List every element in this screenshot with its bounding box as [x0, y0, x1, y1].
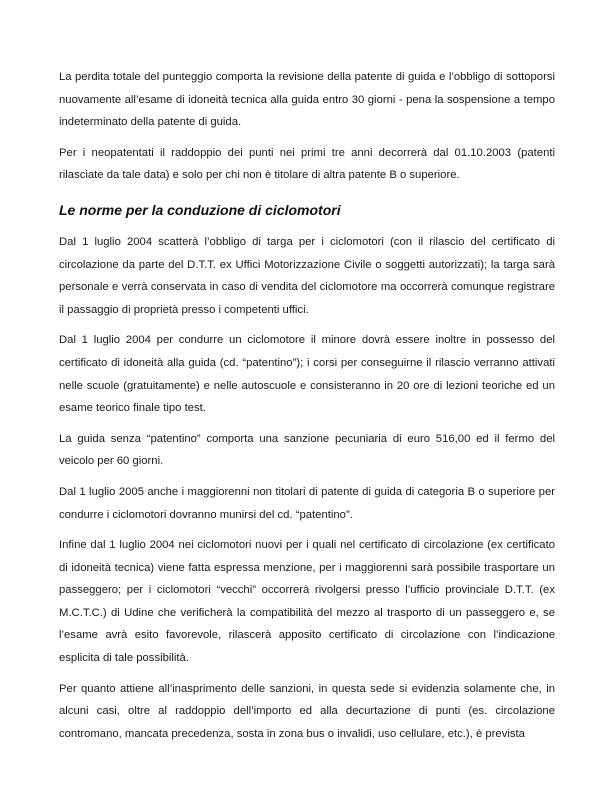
paragraph-new-drivers: Per i neopatentati il raddoppio dei punti nei primi tre anni decorrerà dal 01.10.2003 (patenti rilasciate da tale data) e solo per chi non è titolare di altra patente B o superiore. [59, 146, 555, 182]
paragraph-sanction: La guida senza “patentino” comporta una sanzione pecuniaria di euro 516,00 ed il fermo del veicolo per 60 giorni. [59, 432, 555, 468]
paragraph-total-points-loss: La perdita totale del punteggio comporta la revisione della patente di guida e l’obbligo di sottoporsi nuovamente all’esame di idoneità tecnica alla guida entro 30 giorni - pena la sospensione a tempo indeterminato della patente di guida. [59, 71, 555, 129]
paragraph-certificate-minors: Dal 1 luglio 2004 per condurre un ciclomotore il minore dovrà essere inoltre in possesso del certificato di idoneità alla guida (cd. “patentino”); i corsi per conseguirne il rilascio verranno attivati nelle scuole (gratuitamente) e nelle autoscuole e consisteranno in 20 ore di lezioni teoriche ed un esame teorico finale tipo test. [59, 334, 555, 415]
paragraph-sanctions-tightening: Per quanto attiene all’inasprimento delle sanzioni, in questa sede si evidenzia solamente che, in alcuni casi, oltre al raddoppio dell’importo ed alla decurtazione di punti (es. circolazione contromano, mancata precedenza, sosta in zona bus o invalidi, uso cellulare, etc.), è prevista [59, 682, 555, 740]
document-page [59, 66, 555, 753]
paragraph-adults: Dal 1 luglio 2005 anche i maggiorenni non titolari di patente di guida di categoria B o superiore per condurre i ciclomotori dovranno munirsi del cd. “patentino”. [59, 485, 555, 521]
paragraph-plate-obligation: Dal 1 luglio 2004 scatterà l’obbligo di targa per i ciclomotori (con il rilascio del certificato di circolazione da parte del D.T.T. ex Uffici Motorizzazione Civile o soggetti autorizzati); la targa sarà personale e verrà conservata in caso di vendita del ciclomotore ma occorrerà comunque registrare il passaggio di proprietà presso i competenti uffici. [59, 235, 555, 316]
section-heading: Le norme per la conduzione di ciclomotori [59, 201, 341, 218]
paragraph-passenger: Infine dal 1 luglio 2004 nei ciclomotori nuovi per i quali nel certificato di circolazione (ex certificato di idoneità tecnica) viene fatta espressa menzione, per i maggiorenni sarà possibile trasportare un passeggero; per i ciclomotori “vecchi” occorrerà rivolgersi presso l’ufficio provinciale D.T.T. (ex M.C.T.C.) di Udine che verificherà la compatibilità del mezzo al trasporto di un passeggero e, se l’esame avrà esito favorevole, rilascerà apposito certificato di circolazione con l’indicazione esplicita di tale possibilità. [59, 539, 555, 665]
